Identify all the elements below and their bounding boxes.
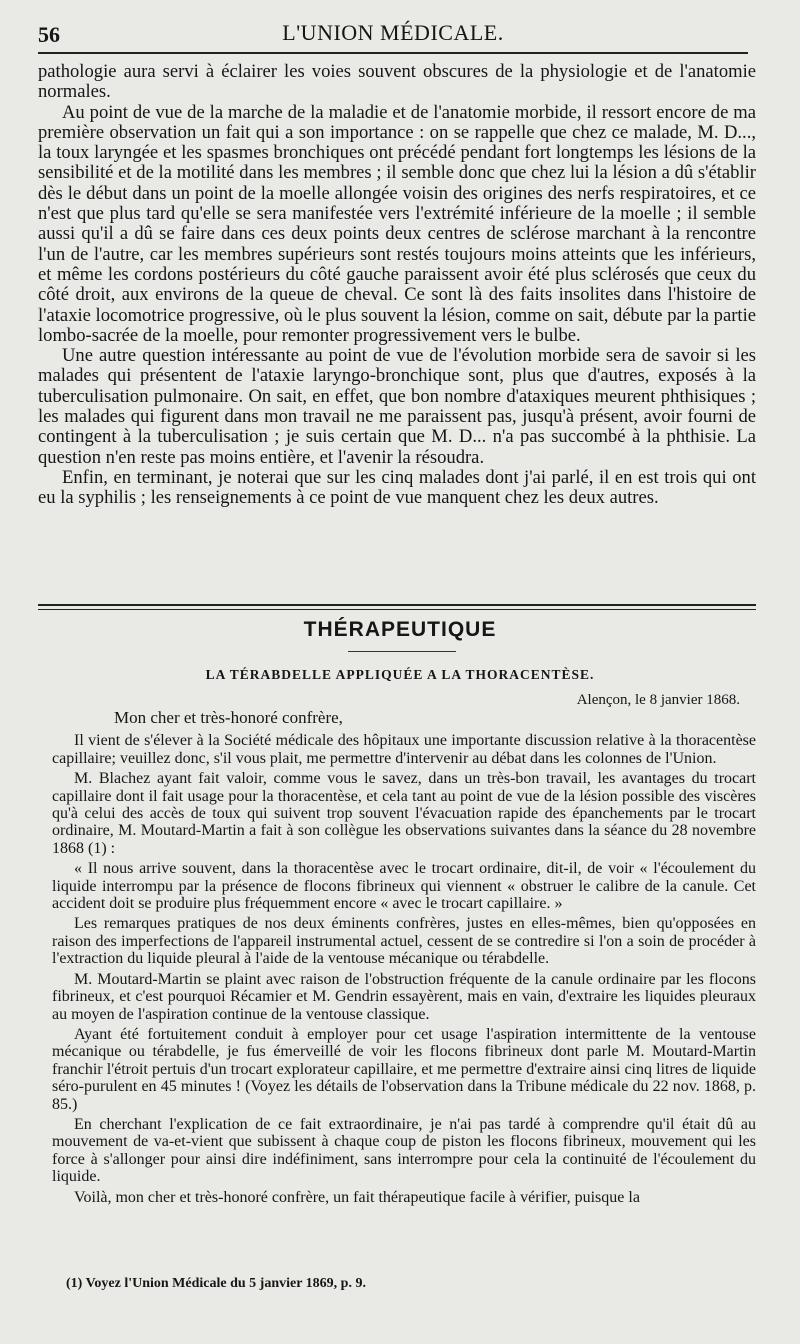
footnote: (1) Voyez l'Union Médicale du 5 janvier 1869, p. 9. — [66, 1276, 366, 1291]
paragraph: Ayant été fortuitement conduit à employer pour cet usage l'aspiration intermittente de la ventouse mécanique ou térabdelle, je fus émerveillé de voir les flocons fibrineux dont parle M. Moutard-Martin franchir l'étroit pertuis d'un trocart explorateur capillaire, et me permettre d'extraire ainsi cinq litres de liquide séro-purulent en 45 minutes ! (Voyez les détails de l'observation dans la Tribune médicale du 22 nov. 1868, p. 85.) — [52, 1025, 756, 1113]
paragraph: Il vient de s'élever à la Société médicale des hôpitaux une importante discussion relative à la thoracentèse capillaire; veuillez donc, s'il vous plait, me permettre d'intervenir au débat dans les colonnes de l'Union. — [52, 732, 756, 767]
paragraph: Enfin, en terminant, je noterai que sur les cinq malades dont j'ai parlé, il en est trois qui ont eu la syphilis ; les renseignements à ce point de vue manquent chez les deux autres. — [38, 466, 756, 509]
running-title: L'UNION MÉDICALE. — [282, 20, 504, 45]
salutation: Mon cher et très-honoré confrère, — [114, 708, 343, 727]
paragraph: M. Blachez ayant fait valoir, comme vous le savez, dans un très-bon travail, les avantages du trocart capillaire dont il fait usage pour la thoracentèse, et cela tant au point de vue de la lésion possible des viscères qu'à celui des accès de toux qui suivent trop souvent l'évacuation rapide des épanchements par le trocart ordinaire, M. Moutard-Martin a fait à son collègue les observations suivantes dans la séance du 28 novembre 1868 (1) : — [52, 770, 756, 857]
dateline: Alençon, le 8 janvier 1868. — [576, 692, 740, 708]
previous-article-text — [38, 62, 756, 509]
section-heading: THÉRAPEUTIQUE — [303, 618, 497, 641]
paragraph: Les remarques pratiques de nos deux éminents confrères, justes en elles-mêmes, bien qu'opposées en raison des imperfections de l'appareil instrumental actuel, cessent de se contredire si l'on a soin de procéder à l'extraction du liquide pleural à l'aide de la ventouse mécanique ou térabdelle. — [52, 915, 756, 968]
paragraph: Voilà, mon cher et très-honoré confrère, un fait thérapeutique facile à vérifier, puisque la — [74, 1188, 640, 1206]
section-separator-thin — [38, 609, 756, 610]
heading-rule — [348, 651, 456, 652]
header-rule — [38, 52, 748, 54]
paragraph: Une autre question intéressante au point de vue de l'évolution morbide sera de savoir si les malades qui présentent de l'ataxie laryngo-bronchique sont, plus que d'autres, exposés à la tuberculisation pulmonaire. On sait, en effet, que bon nombre d'ataxiques meurent phthisiques ; les malades qui figurent dans mon travail ne me paraissent pas, jusqu'à présent, avoir fourni de contingent à la tuberculisation ; je suis certain que M. D... n'a pas succombé à la phthisie. La question n'en reste pas moins entière, et l'avenir la résoudra. — [38, 345, 756, 468]
paragraph: Au point de vue de la marche de la maladie et de l'anatomie morbide, il ressort encore de ma première observation un fait qui a son importance : on se rappelle que chez ce malade, M. D..., la toux laryngée et les spasmes bronchiques ont précédé pendant fort longtemps les lésions de la sensibilité et de la motilité dans les membres ; il semble donc que chez lui la lésion a dû s'établir dès le début dans un point de la moelle allongée voisin des origines des nerfs respiratoires, et ce n'est que plus tard qu'elle se sera manifestée vers l'extrémité inférieure de la moelle ; il semble aussi qu'il a dû se faire dans ces deux points deux centres de sclérose marchant à la rencontre l'un de l'autre, car les membres supérieurs sont restés toujours moins atteints que les inférieurs, et même les cordons postérieurs du côté gauche paraissent avoir été plus sclérosés que ceux du côté droit, aux environs de la queue de cheval. Ce sont là des faits insolites dans l'histoire de l'ataxie locomotrice progressive, où le plus souvent la lésion, comme on sait, débute par la partie lombo-sacrée de la moelle, pour remonter progressivement vers le bulbe. — [38, 101, 756, 346]
page-number: 56 — [38, 22, 60, 47]
section-separator — [38, 604, 756, 606]
article-title: LA TÉRABDELLE APPLIQUÉE A LA THORACENTÈSE. — [205, 667, 595, 682]
quote: « Il nous arrive souvent, dans la thoracentèse avec le trocart ordinaire, dit-il, de voir « l'écoulement du liquide interrompu par la présence de flocons fibrineux qui viennent « obstruer le calibre de la canule. Cet accident doit se produire plus fréquemment encore « avec le trocart capillaire. » — [52, 860, 756, 913]
page-header — [38, 18, 748, 56]
article-text — [52, 709, 756, 1209]
paragraph: M. Moutard-Martin se plaint avec raison de l'obstruction fréquente de la canule ordinaire par les flocons fibrineux, et c'est pourquoi Récamier et M. Gendrin essayèrent, mais en vain, d'extraire les liquides pleuraux au moyen de l'aspiration continue de la ventouse classique. — [52, 970, 756, 1023]
paragraph: En cherchant l'explication de ce fait extraordinaire, je n'ai pas tardé à comprendre qu'il était dû au mouvement de va-et-vient que subissent à chaque coup de piston les flocons fibrineux, mouvement qui les force à s'allonger pour ainsi dire indéfiniment, sans interrompre pour cela la continuité de l'écoulement du liquide. — [52, 1115, 756, 1186]
paragraph: pathologie aura servi à éclairer les voies souvent obscures de la physiologie et de l'anatomie normales. — [38, 61, 756, 103]
